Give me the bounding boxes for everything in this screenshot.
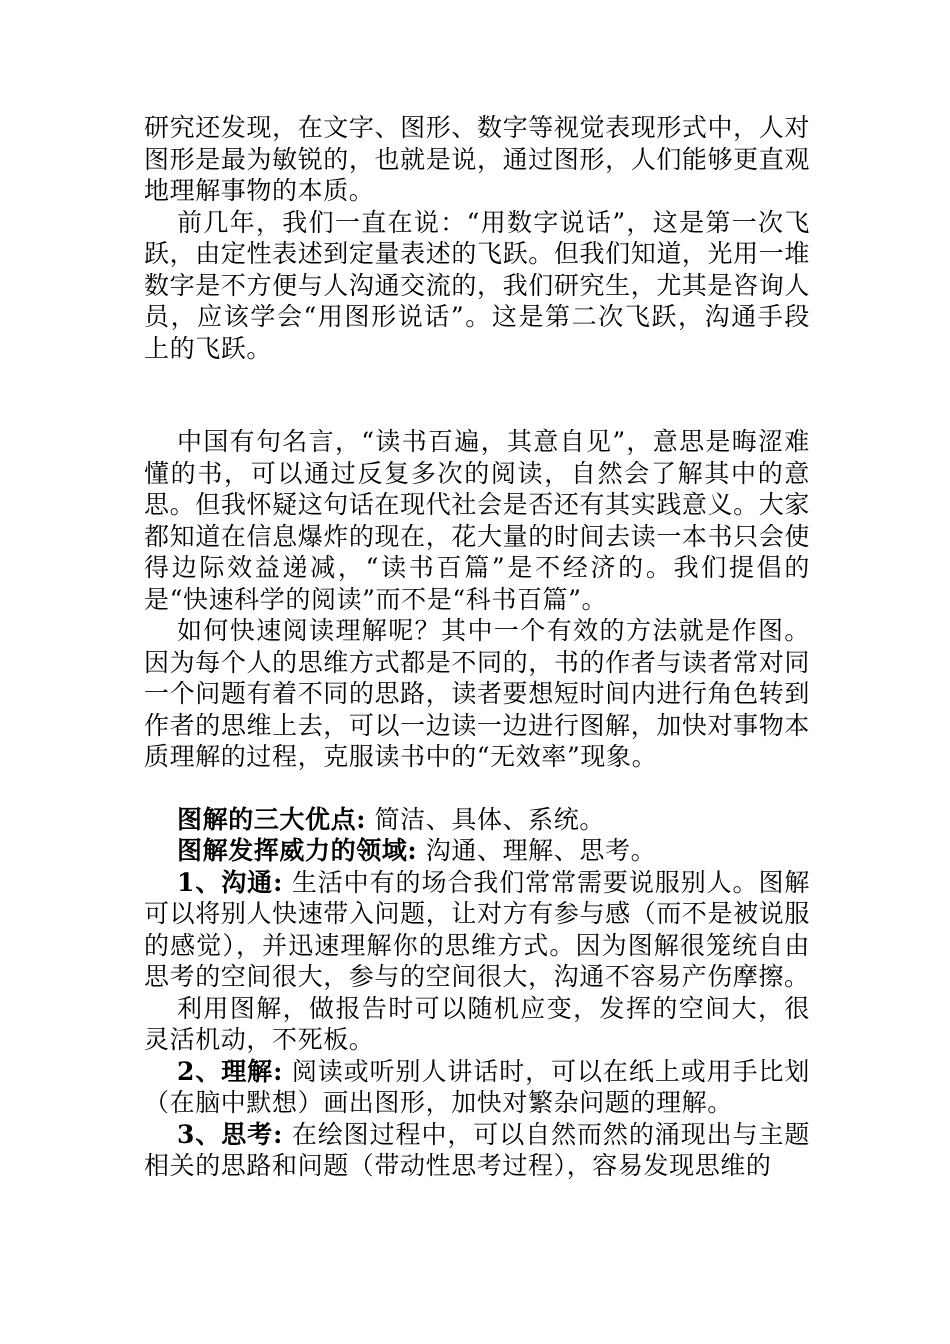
- spacer: [144, 364, 810, 426]
- paragraph-thinking: [144, 1119, 810, 1182]
- paragraph-domains: [144, 835, 810, 867]
- communication-text: 生活中有的场合我们常常需要说服别人。图解可以将别人快速带入问题，让对方有参与感（而不是被说服的感觉），并迅速理解你的思维方式。因为图解很笼统自由思考的空间很大，参与的空间很大，沟通不容易产伤摩擦。: [144, 867, 810, 991]
- paragraph-three-advantages: [144, 804, 810, 836]
- document-page: [144, 112, 810, 1182]
- paragraph-report: 利用图解，做报告时可以随机应变，发挥的空间大，很灵活机动，不死板。: [144, 993, 810, 1054]
- communication-label: 1、沟通:: [177, 867, 283, 897]
- paragraph-understanding: [144, 1056, 810, 1119]
- thinking-text: 在绘图过程中，可以自然而然的涌现出与主题相关的思路和问题（带动性思考过程），容易发现思维的: [144, 1119, 810, 1180]
- advantages-label: 图解的三大优点:: [177, 804, 367, 834]
- thinking-label: 3、思考:: [177, 1119, 283, 1149]
- paragraph-communication: [144, 867, 810, 993]
- domains-text: 沟通、理解、思考。: [425, 836, 657, 865]
- advantages-text: 简洁、具体、系统。: [374, 804, 605, 834]
- understanding-text: 阅读或听别人讲话时，可以在纸上或用手比划（在脑中默想）画出图形，加快对繁杂问题的理解。: [144, 1056, 810, 1117]
- paragraph-fast-reading: 如何快速阅读理解呢？其中一个有效的方法就是作图。因为每个人的思维方式都是不同的，书的作者与读者常对同一个问题有着不同的思路，读者要想短时间内进行角色转到作者的思维上去，可以一边读一边进行图解，加快对事物本质理解的过程，克服读书中的“无效率”现象。: [144, 616, 810, 771]
- spacer: [144, 773, 810, 804]
- paragraph-two-leaps: 前几年，我们一直在说：“用数字说话”，这是第一次飞跃，由定性表述到定量表述的飞跃。但我们知道，光用一堆数字是不方便与人沟通交流的，我们研究生，尤其是咨询人员，应该学会“用图形说话”。这是第二次飞跃，沟通手段上的飞跃。: [144, 207, 810, 363]
- understanding-label: 2、理解:: [177, 1056, 283, 1086]
- paragraph-reading-proverb: 中国有句名言，“读书百遍，其意自见”，意思是晦涩难懂的书，可以通过反复多次的阅读，自然会了解其中的意思。但我怀疑这句话在现代社会是否还有其实践意义。大家都知道在信息爆炸的现在，花大量的时间去读一本书只会使得边际效益递减，“读书百篇”是不经济的。我们提倡的是“快速科学的阅读”而不是“科书百篇”。: [144, 427, 810, 614]
- paragraph-visual-perception: 研究还发现，在文字、图形、数字等视觉表现形式中，人对图形是最为敏锐的，也就是说，通过图形，人们能够更直观地理解事物的本质。: [144, 113, 810, 205]
- domains-label: 图解发挥威力的领域:: [177, 836, 418, 865]
